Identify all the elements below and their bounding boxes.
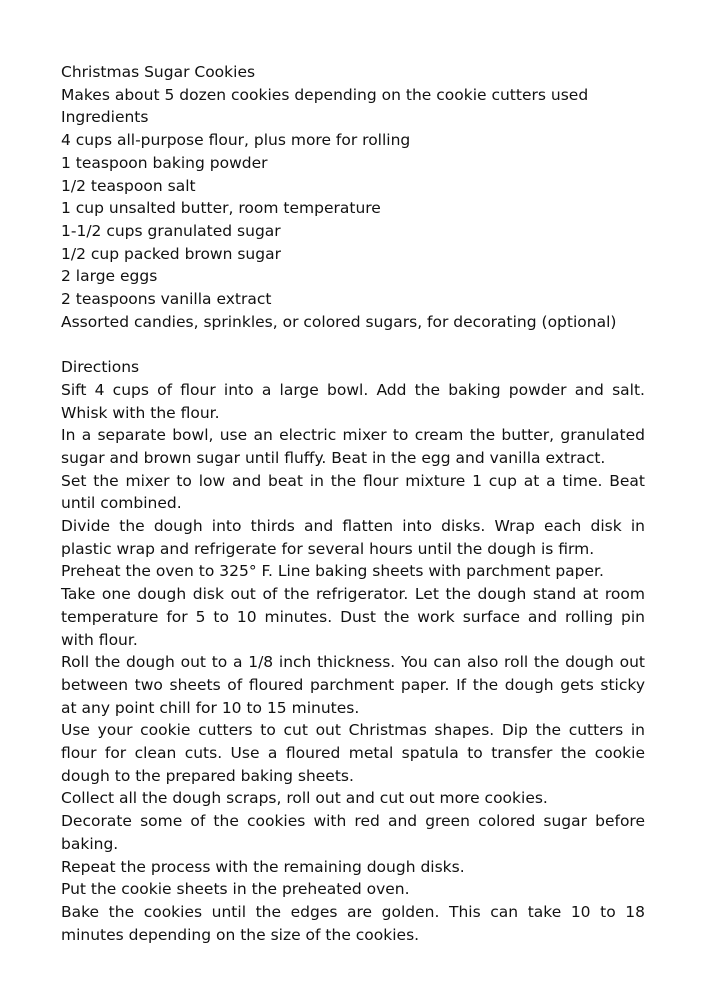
ingredients-heading: Ingredients [61, 108, 149, 127]
recipe-title: Christmas Sugar Cookies [61, 63, 256, 81]
ingredient-item: 1-1/2 cups granulated sugar [61, 221, 281, 240]
ingredient-item: 2 large eggs [61, 267, 158, 286]
direction-step: Decorate some of the cookies with red and green colored sugar before baking. [61, 812, 645, 853]
ingredients-list [61, 129, 645, 333]
direction-step: Put the cookie sheets in the preheated oven. [61, 880, 410, 899]
direction-step: Take one dough disk out of the refrigerator. Let the dough stand at room temperature for 5 to 10 minutes. Dust the work surface and rolling pin with flour. [61, 585, 645, 649]
ingredient-item: 1 cup unsalted butter, room temperature [61, 199, 381, 218]
directions-list [61, 379, 645, 947]
direction-step: Use your cookie cutters to cut out Christmas shapes. Dip the cutters in flour for clean cuts. Use a floured metal spatula to transfer the cookie dough to the prepared baking sheets. [61, 721, 645, 785]
direction-step: Repeat the process with the remaining dough disks. [61, 857, 465, 876]
ingredient-item: 1/2 cup packed brown sugar [61, 244, 281, 263]
direction-step: Collect all the dough scraps, roll out and cut out more cookies. [61, 789, 548, 808]
direction-step: Preheat the oven to 325° F. Line baking sheets with parchment paper. [61, 562, 604, 581]
direction-step: Set the mixer to low and beat in the flour mixture 1 cup at a time. Beat until combined. [61, 471, 645, 513]
direction-step: Bake the cookies until the edges are golden. This can take 10 to 18 minutes depending on the size of the cookies. [61, 903, 645, 944]
directions-heading: Directions [61, 358, 140, 377]
direction-step: Sift 4 cups of flour into a large bowl. Add the baking powder and salt. Whisk with the flour. [61, 380, 645, 422]
direction-step: Divide the dough into thirds and flatten into disks. Wrap each disk in plastic wrap and refrigerate for several hours until the dough is firm. [61, 517, 645, 558]
ingredient-item: 2 teaspoons vanilla extract [61, 290, 272, 309]
ingredient-item: Assorted candies, sprinkles, or colored sugars, for decorating (optional) [61, 312, 617, 331]
ingredient-item: 4 cups all-purpose flour, plus more for rolling [61, 131, 411, 150]
direction-step: Roll the dough out to a 1/8 inch thickness. You can also roll the dough out between two sheets of floured parchment paper. If the dough gets sticky at any point chill for 10 to 15 minutes. [61, 653, 645, 717]
section-spacer [61, 333, 645, 356]
recipe-document [61, 61, 645, 946]
direction-step: In a separate bowl, use an electric mixer to cream the butter, granulated sugar and brown sugar until fluffy. Beat in the egg and vanilla extract. [61, 426, 645, 467]
ingredient-item: 1 teaspoon baking powder [61, 153, 268, 172]
ingredient-item: 1/2 teaspoon salt [61, 176, 196, 195]
recipe-yield: Makes about 5 dozen cookies depending on the cookie cutters used [61, 85, 589, 104]
